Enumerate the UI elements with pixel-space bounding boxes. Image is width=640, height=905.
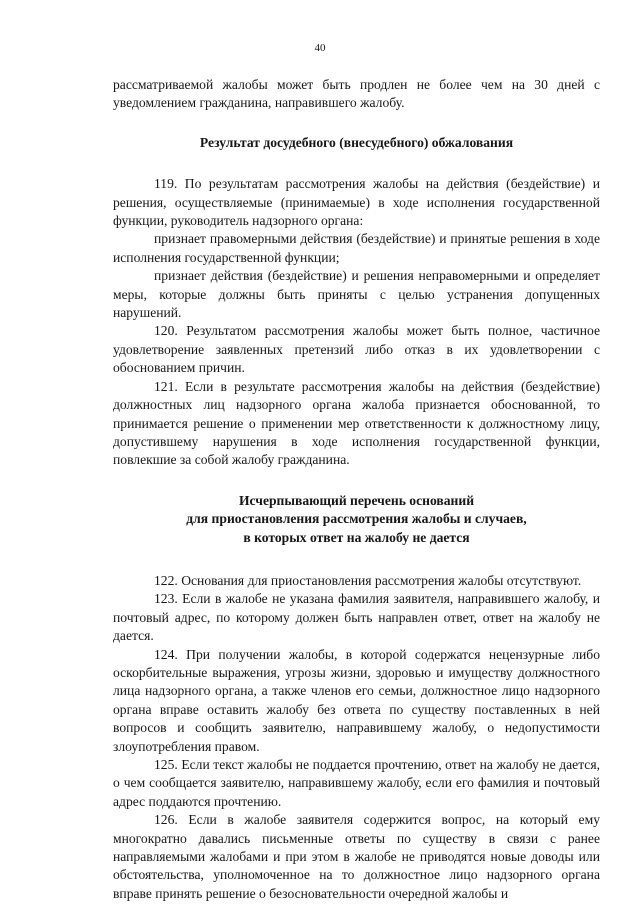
paragraph-119: 119. По результатам рассмотрения жалобы на действия (бездействие) и решения, осуществляемые (принимаемые) в ходе исполнения государственной функции, руководитель надзорного органа: [113, 176, 600, 229]
paragraph-119-item-1: признает правомерными действия (бездействие) и принятые решения в ходе исполнения государственной функции; [113, 231, 600, 265]
document-body [113, 76, 600, 903]
section-heading-appeal-result: Результат досудебного (внесудебного) обжалования [199, 134, 514, 150]
paragraph-126: 126. Если в жалобе заявителя содержится вопрос, на который ему многократно давались письменные ответы по существу в связи с ранее направляемыми жалобами и при этом в жалобе не приводятся новые доводы или обстоятельства, уполномоченное на то должностное лицо надзорного органа вправе принять решение о безосновательности очередной жалобы и [113, 812, 600, 901]
page-number: 40 [314, 42, 326, 54]
paragraph-119-item-2: признает действия (бездействие) и решения неправомерными и определяет меры, которые должны быть приняты с целью устранения допущенных нарушений. [113, 268, 600, 321]
paragraph-120: 120. Результатом рассмотрения жалобы может быть полное, частичное удовлетворение заявленных претензий либо отказ в их удовлетворении с обоснованием причин. [113, 323, 600, 376]
heading-line-1: Исчерпывающий перечень оснований [238, 492, 475, 508]
section-heading-grounds-list [113, 492, 600, 547]
paragraph-125: 125. Если текст жалобы не поддается прочтению, ответ на жалобу не дается, о чем сообщается заявителю, направившему жалобу, если его фамилия и почтовый адрес поддаются прочтению. [113, 757, 600, 809]
paragraph-124: 124. При получении жалобы, в которой содержатся нецензурные либо оскорбительные выражения, угрозы жизни, здоровью и имуществу должностного лица надзорного органа, а также членов его семьи, должностное лицо надзорного органа вправе оставить жалобу без ответа по существу поставленных в ней вопросов и сообщить заявителю, направившему жалобу, о недопустимости злоупотребления правом. [113, 646, 600, 754]
paragraph-122: 122. Основания для приостановления рассмотрения жалобы отсутствуют. [154, 572, 582, 588]
paragraph-123: 123. Если в жалобе не указана фамилия заявителя, направившего жалобу, и почтовый адрес, по которому должен быть направлен ответ, ответ на жалобу не дается. [113, 591, 600, 644]
continued-paragraph: рассматриваемой жалобы может быть продлен не более чем на 30 дней с уведомлением гражданина, направившего жалобу. [113, 77, 600, 111]
heading-line-2: для приостановления рассмотрения жалобы и случаев, [186, 511, 527, 527]
heading-line-3: в которых ответ на жалобу не дается [243, 529, 470, 545]
paragraph-121: 121. Если в результате рассмотрения жалобы на действия (бездействие) должностных лиц надзорного органа жалоба признается обоснованной, то принимается решение о применении мер ответственности к должностному лицу, допустившему нарушения в ходе исполнения государственной функции, повлекшие за собой жалобу гражданина. [113, 378, 600, 468]
